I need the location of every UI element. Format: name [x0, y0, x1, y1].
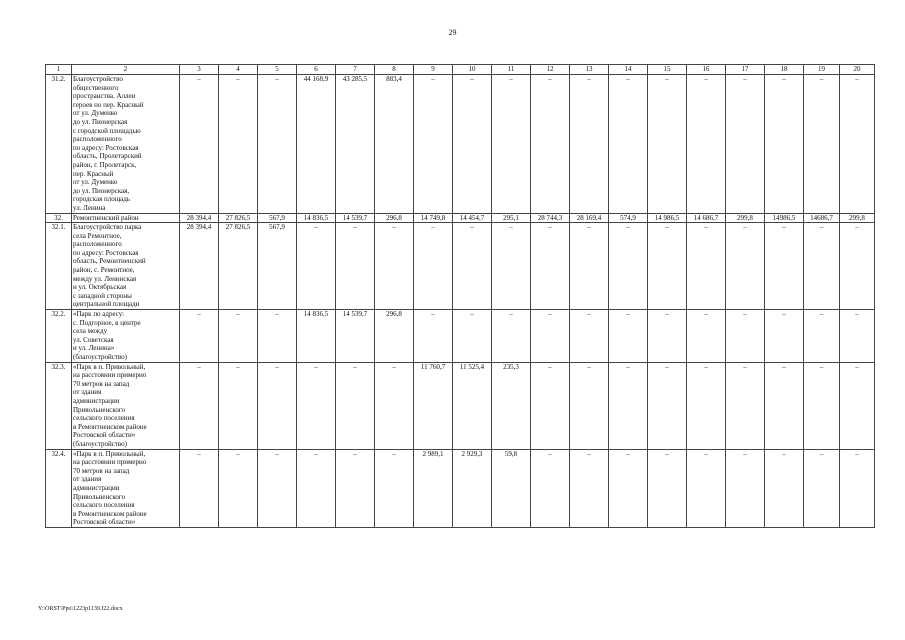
column-header: 19 — [804, 65, 840, 75]
value-cell: – — [414, 75, 453, 214]
column-header: 14 — [609, 65, 648, 75]
value-cell: – — [840, 449, 875, 527]
column-header: 15 — [648, 65, 687, 75]
row-number-cell: 32.2. — [46, 310, 72, 363]
value-cell: – — [453, 223, 492, 310]
value-cell: 28 394,4 — [180, 213, 219, 223]
column-header: 1 — [46, 65, 72, 75]
value-cell: – — [375, 223, 414, 310]
column-header: 6 — [297, 65, 336, 75]
value-cell: – — [531, 449, 570, 527]
value-cell: – — [804, 310, 840, 363]
value-cell: – — [219, 449, 258, 527]
value-cell: 883,4 — [375, 75, 414, 214]
column-header: 11 — [492, 65, 531, 75]
value-cell: 28 744,3 — [531, 213, 570, 223]
value-cell: – — [648, 362, 687, 449]
value-cell: – — [375, 362, 414, 449]
value-cell: 235,3 — [492, 362, 531, 449]
row-number-cell: 32.4. — [46, 449, 72, 527]
value-cell: – — [180, 310, 219, 363]
value-cell: – — [375, 449, 414, 527]
value-cell: 44 168,9 — [297, 75, 336, 214]
value-cell: – — [570, 223, 609, 310]
column-header: 17 — [726, 65, 765, 75]
value-cell: 27 826,5 — [219, 223, 258, 310]
value-cell: – — [336, 362, 375, 449]
value-cell: – — [219, 310, 258, 363]
value-cell: – — [531, 310, 570, 363]
column-header: 16 — [687, 65, 726, 75]
value-cell: – — [765, 223, 804, 310]
value-cell: 14 986,5 — [648, 213, 687, 223]
value-cell: – — [609, 75, 648, 214]
value-cell: – — [840, 310, 875, 363]
value-cell: 567,9 — [258, 213, 297, 223]
page-number: 29 — [448, 28, 457, 37]
row-name-cell: «Парк в п. Привольный, на расстоянии примерно 70 метров на запад от здания администрации Привольненского сельского поселения в Ремонтненском районе Ростовской области» (благоустройство) — [72, 362, 180, 449]
value-cell: – — [297, 449, 336, 527]
table-row — [46, 75, 875, 214]
value-cell: – — [180, 75, 219, 214]
row-number-cell: 32.3. — [46, 362, 72, 449]
value-cell: – — [765, 310, 804, 363]
value-cell: – — [804, 75, 840, 214]
value-cell: – — [840, 223, 875, 310]
value-cell: – — [258, 362, 297, 449]
value-cell: – — [531, 223, 570, 310]
table-body — [46, 75, 875, 528]
value-cell: – — [726, 449, 765, 527]
value-cell: – — [531, 75, 570, 214]
value-cell: 11 525,4 — [453, 362, 492, 449]
row-name-cell: Благоустройство общественного пространства. Аллеи героев по пер. Красный от ул. Думенко до ул. Пионерская с городской площадью расположенного по адресу: Ростовская область, Пролетарский район, г. Пролетарск, пер. Красный от ул. Думенко до ул. Пионерская, городская площадь ул. Ленина — [72, 75, 180, 214]
value-cell: – — [219, 75, 258, 214]
row-name-cell: Ремонтненский район — [72, 213, 180, 223]
budget-table — [45, 64, 875, 528]
value-cell: 296,8 — [375, 310, 414, 363]
value-cell: 295,1 — [492, 213, 531, 223]
table-row — [46, 213, 875, 223]
value-cell: – — [297, 362, 336, 449]
value-cell: – — [336, 449, 375, 527]
column-header: 20 — [840, 65, 875, 75]
value-cell: 2 989,1 — [414, 449, 453, 527]
value-cell: – — [726, 223, 765, 310]
value-cell: – — [726, 75, 765, 214]
row-number-cell: 32. — [46, 213, 72, 223]
value-cell: – — [609, 310, 648, 363]
value-cell: 43 285,5 — [336, 75, 375, 214]
value-cell: 11 760,7 — [414, 362, 453, 449]
value-cell: – — [765, 449, 804, 527]
value-cell: – — [258, 310, 297, 363]
value-cell: 299,8 — [726, 213, 765, 223]
column-header: 13 — [570, 65, 609, 75]
value-cell: – — [531, 362, 570, 449]
table-row — [46, 362, 875, 449]
column-header: 2 — [72, 65, 180, 75]
value-cell: – — [726, 362, 765, 449]
column-header: 4 — [219, 65, 258, 75]
value-cell: – — [840, 362, 875, 449]
row-number-cell: 32.1. — [46, 223, 72, 310]
value-cell: – — [609, 362, 648, 449]
column-header: 3 — [180, 65, 219, 75]
value-cell: – — [840, 75, 875, 214]
value-cell: – — [687, 75, 726, 214]
value-cell: 28 394,4 — [180, 223, 219, 310]
file-path-footer: Y:\ORST\Ppo\1223p1139.f22.docx — [38, 606, 123, 612]
table-row — [46, 310, 875, 363]
value-cell: 14986,5 — [765, 213, 804, 223]
value-cell: – — [804, 449, 840, 527]
value-cell: – — [219, 362, 258, 449]
value-cell: 14 686,7 — [687, 213, 726, 223]
value-cell: 14 836,5 — [297, 213, 336, 223]
value-cell: 28 169,4 — [570, 213, 609, 223]
row-name-cell: «Парк по адресу: с. Подгорное, в центре села между ул. Советская и ул. Ленина» (благоустройство) — [72, 310, 180, 363]
value-cell: – — [570, 75, 609, 214]
value-cell: – — [726, 310, 765, 363]
row-name-cell: «Парк в п. Привольный, на расстоянии примерно 70 метров на запад от здания администрации Привольненского сельского поселения в Ремонтненском районе Ростовской области» — [72, 449, 180, 527]
value-cell: – — [765, 75, 804, 214]
value-cell: 14 539,7 — [336, 310, 375, 363]
value-cell: 567,9 — [258, 223, 297, 310]
value-cell: – — [648, 223, 687, 310]
value-cell: 14 539,7 — [336, 213, 375, 223]
column-header: 8 — [375, 65, 414, 75]
table-header-row — [46, 65, 875, 75]
value-cell: – — [414, 223, 453, 310]
table-row — [46, 449, 875, 527]
value-cell: 14 836,5 — [297, 310, 336, 363]
value-cell: – — [492, 75, 531, 214]
row-number-cell: 31.2. — [46, 75, 72, 214]
value-cell: 27 826,5 — [219, 213, 258, 223]
value-cell: 2 929,3 — [453, 449, 492, 527]
value-cell: 299,8 — [840, 213, 875, 223]
value-cell: – — [687, 362, 726, 449]
column-header: 9 — [414, 65, 453, 75]
column-header: 18 — [765, 65, 804, 75]
value-cell: – — [648, 310, 687, 363]
column-header: 5 — [258, 65, 297, 75]
value-cell: – — [453, 75, 492, 214]
value-cell: – — [804, 223, 840, 310]
value-cell: – — [336, 223, 375, 310]
row-name-cell: Благоустройство парка села Ремонтное, расположенного по адресу: Ростовская область, Ремонтненский район, с. Ремонтное, между ул. Ленинская и ул. Октябрьская с западной стороны центральной площади — [72, 223, 180, 310]
value-cell: 296,8 — [375, 213, 414, 223]
value-cell: – — [414, 310, 453, 363]
value-cell: – — [648, 75, 687, 214]
column-header: 7 — [336, 65, 375, 75]
column-header: 10 — [453, 65, 492, 75]
value-cell: 14686,7 — [804, 213, 840, 223]
value-cell: – — [687, 310, 726, 363]
value-cell: – — [258, 75, 297, 214]
value-cell: 14 454,7 — [453, 213, 492, 223]
value-cell: 14 749,8 — [414, 213, 453, 223]
value-cell: – — [570, 310, 609, 363]
value-cell: – — [570, 362, 609, 449]
value-cell: – — [609, 223, 648, 310]
value-cell: – — [687, 449, 726, 527]
budget-table-container — [45, 64, 867, 528]
value-cell: – — [648, 449, 687, 527]
value-cell: 59,8 — [492, 449, 531, 527]
value-cell: 574,9 — [609, 213, 648, 223]
value-cell: – — [687, 223, 726, 310]
value-cell: – — [570, 449, 609, 527]
value-cell: – — [453, 310, 492, 363]
value-cell: – — [297, 223, 336, 310]
value-cell: – — [180, 362, 219, 449]
value-cell: – — [180, 449, 219, 527]
value-cell: – — [492, 310, 531, 363]
value-cell: – — [609, 449, 648, 527]
value-cell: – — [765, 362, 804, 449]
value-cell: – — [492, 223, 531, 310]
table-row — [46, 223, 875, 310]
value-cell: – — [804, 362, 840, 449]
column-header: 12 — [531, 65, 570, 75]
value-cell: – — [258, 449, 297, 527]
